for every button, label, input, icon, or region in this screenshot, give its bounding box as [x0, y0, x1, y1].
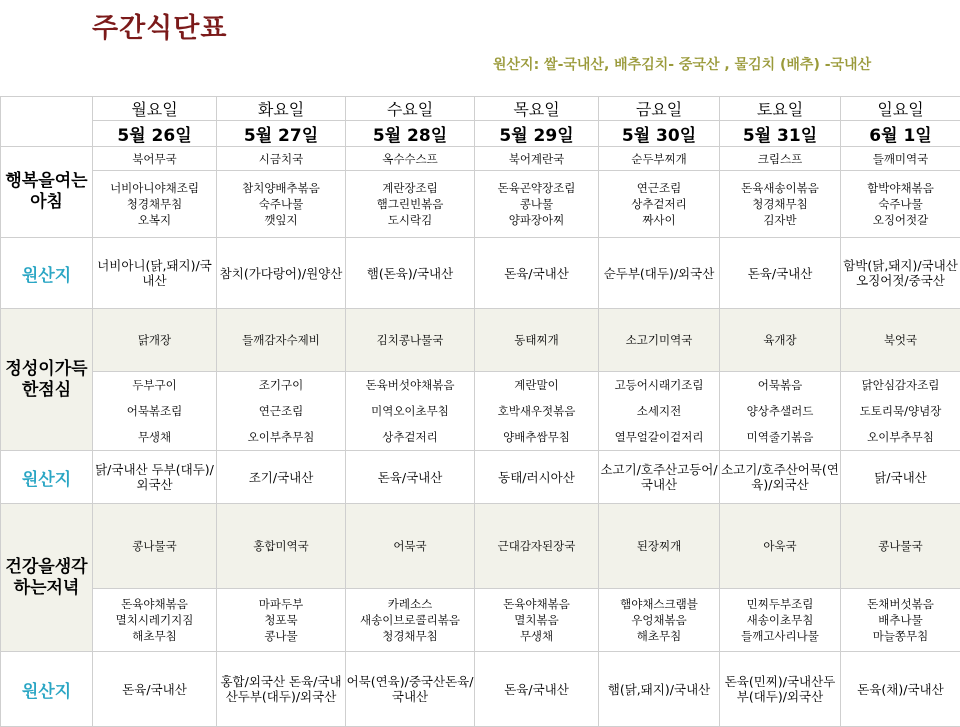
- origin-cell: 소고기/호주산고등어/국내산: [599, 451, 720, 504]
- day-header: 목요일: [475, 97, 599, 121]
- side-dish: 상추겉저리: [599, 196, 719, 212]
- soup-cell: 크림스프: [720, 147, 841, 171]
- date-header: 6월 1일: [841, 121, 960, 147]
- side-dish: 상추겉저리: [346, 424, 474, 450]
- side-dish: 소세지전: [599, 398, 719, 424]
- origin-row: [1, 652, 960, 727]
- origin-row: [1, 238, 960, 309]
- weekly-menu-table: [0, 96, 960, 727]
- side-dish: 청경채무침: [720, 196, 840, 212]
- sides-cell: [720, 589, 841, 652]
- date-header: 5월 26일: [93, 121, 217, 147]
- side-dish: 돈채버섯볶음: [841, 596, 960, 612]
- soup-cell: 콩나물국: [841, 504, 960, 589]
- soup-cell: 어묵국: [346, 504, 475, 589]
- origin-label: 원산지: [1, 238, 93, 309]
- meal-label: 정성이가득한점심: [1, 309, 93, 451]
- origin-cell: 돈육(채)/국내산: [841, 652, 960, 727]
- side-dish: 우엉채볶음: [599, 612, 719, 628]
- sides-cell: [475, 171, 599, 238]
- origin-cell: 돈육/국내산: [720, 238, 841, 309]
- sides-cell: [599, 171, 720, 238]
- date-header: 5월 31일: [720, 121, 841, 147]
- date-header-row: [1, 121, 960, 147]
- soup-cell: 근대감자된장국: [475, 504, 599, 589]
- origin-row: [1, 451, 960, 504]
- side-dish: 어묵볶조림: [93, 398, 216, 424]
- date-header: 5월 27일: [217, 121, 346, 147]
- origin-cell: 닭/국내산 두부(대두)/외국산: [93, 451, 217, 504]
- side-dish: 멸치볶음: [475, 612, 598, 628]
- meal-label: 건강을생각하는저녁: [1, 504, 93, 652]
- side-dish: 새송이초무침: [720, 612, 840, 628]
- side-dish: 무생채: [93, 424, 216, 450]
- sides-cell: [841, 372, 960, 451]
- side-dish: 김자반: [720, 212, 840, 228]
- day-header: 수요일: [346, 97, 475, 121]
- side-dish: 카레소스: [346, 596, 474, 612]
- soup-cell: 닭개장: [93, 309, 217, 372]
- side-dish: 어묵볶음: [720, 372, 840, 398]
- soup-cell: 들깨감자수제비: [217, 309, 346, 372]
- corner-cell: [1, 97, 93, 147]
- sides-cell: [217, 171, 346, 238]
- day-header-row: [1, 97, 960, 121]
- origin-cell: 조기/국내산: [217, 451, 346, 504]
- day-header: 월요일: [93, 97, 217, 121]
- origin-cell: 햄(닭,돼지)/국내산: [599, 652, 720, 727]
- sides-cell: [720, 171, 841, 238]
- soup-cell: 육개장: [720, 309, 841, 372]
- sides-cell: [93, 372, 217, 451]
- side-dish: 양상추샐러드: [720, 398, 840, 424]
- day-header: 토요일: [720, 97, 841, 121]
- origin-cell: 너비아니(닭,돼지)/국내산: [93, 238, 217, 309]
- side-dish: 무생채: [475, 628, 598, 644]
- side-dish: 연근조림: [217, 398, 345, 424]
- side-dish: 청포묵: [217, 612, 345, 628]
- side-dish: 미역오이초무침: [346, 398, 474, 424]
- side-dish: 청경채무침: [346, 628, 474, 644]
- side-dish: 조기구이: [217, 372, 345, 398]
- side-dish: 두부구이: [93, 372, 216, 398]
- origin-cell: 소고기/호주산어묵(연육)/외국산: [720, 451, 841, 504]
- soup-cell: 동태찌개: [475, 309, 599, 372]
- soup-cell: 홍합미역국: [217, 504, 346, 589]
- sides-row: [1, 171, 960, 238]
- side-dish: 호박새우젓볶음: [475, 398, 598, 424]
- side-dish: 숙주나물: [841, 196, 960, 212]
- side-dish: 해초무침: [93, 628, 216, 644]
- side-dish: 미역줄기볶음: [720, 424, 840, 450]
- side-dish: 열무얼갈이겉저리: [599, 424, 719, 450]
- side-dish: 민찌두부조림: [720, 596, 840, 612]
- side-dish: 연근조림: [599, 180, 719, 196]
- origin-cell: 홍합/외국산 돈육/국내산두부(대두)/외국산: [217, 652, 346, 727]
- origin-note: 원산지: 쌀-국내산, 배추김치- 중국산 , 물김치 (배추) -국내산: [493, 54, 871, 74]
- soup-cell: 소고기미역국: [599, 309, 720, 372]
- soup-row: [1, 147, 960, 171]
- side-dish: 닭안심감자조림: [841, 372, 960, 398]
- sides-cell: [346, 372, 475, 451]
- sides-cell: [841, 171, 960, 238]
- side-dish: 짜사이: [599, 212, 719, 228]
- sides-row: [1, 372, 960, 451]
- side-dish: 너비아니야채조림: [93, 180, 216, 196]
- soup-row: [1, 309, 960, 372]
- sides-cell: [93, 589, 217, 652]
- side-dish: 멸치시레기지짐: [93, 612, 216, 628]
- origin-cell: 함박(닭,돼지)/국내산오징어젓/중국산: [841, 238, 960, 309]
- soup-cell: 들깨미역국: [841, 147, 960, 171]
- soup-cell: 시금치국: [217, 147, 346, 171]
- side-dish: 배추나물: [841, 612, 960, 628]
- day-header: 금요일: [599, 97, 720, 121]
- soup-cell: 북어무국: [93, 147, 217, 171]
- side-dish: 콩나물: [217, 628, 345, 644]
- origin-label: 원산지: [1, 451, 93, 504]
- side-dish: 돈육새송이볶음: [720, 180, 840, 196]
- sides-cell: [217, 372, 346, 451]
- side-dish: 도토리묵/양념장: [841, 398, 960, 424]
- sides-cell: [599, 589, 720, 652]
- side-dish: 콩나물: [475, 196, 598, 212]
- origin-cell: 돈육/국내산: [93, 652, 217, 727]
- side-dish: 마파두부: [217, 596, 345, 612]
- soup-cell: 된장찌개: [599, 504, 720, 589]
- origin-cell: 순두부(대두)/외국산: [599, 238, 720, 309]
- side-dish: 숙주나물: [217, 196, 345, 212]
- sides-cell: [346, 589, 475, 652]
- side-dish: 양파장아찌: [475, 212, 598, 228]
- sides-row: [1, 589, 960, 652]
- side-dish: 햄야채스크램블: [599, 596, 719, 612]
- side-dish: 돈육버섯야채볶음: [346, 372, 474, 398]
- origin-cell: 돈육/국내산: [475, 238, 599, 309]
- side-dish: 돈육야채볶음: [475, 596, 598, 612]
- date-header: 5월 28일: [346, 121, 475, 147]
- soup-cell: 콩나물국: [93, 504, 217, 589]
- side-dish: 청경채무침: [93, 196, 216, 212]
- sides-cell: [720, 372, 841, 451]
- side-dish: 도시락김: [346, 212, 474, 228]
- origin-cell: 참치(가다랑어)/원양산: [217, 238, 346, 309]
- side-dish: 함박야채볶음: [841, 180, 960, 196]
- side-dish: 오이부추무침: [217, 424, 345, 450]
- side-dish: 들깨고사리나물: [720, 628, 840, 644]
- origin-cell: 동태/러시아산: [475, 451, 599, 504]
- side-dish: 햄그린빈볶음: [346, 196, 474, 212]
- sides-cell: [475, 372, 599, 451]
- sides-cell: [93, 171, 217, 238]
- side-dish: 참치양배추볶음: [217, 180, 345, 196]
- sides-cell: [346, 171, 475, 238]
- side-dish: 마늘쫑무침: [841, 628, 960, 644]
- soup-cell: 순두부찌개: [599, 147, 720, 171]
- origin-cell: 돈육(민찌)/국내산두부(대두)/외국산: [720, 652, 841, 727]
- origin-cell: 햄(돈육)/국내산: [346, 238, 475, 309]
- side-dish: 오이부추무침: [841, 424, 960, 450]
- sides-cell: [599, 372, 720, 451]
- side-dish: 새송이브로콜리볶음: [346, 612, 474, 628]
- sides-cell: [475, 589, 599, 652]
- day-header: 일요일: [841, 97, 960, 121]
- side-dish: 계란장조림: [346, 180, 474, 196]
- sides-cell: [217, 589, 346, 652]
- soup-cell: 김치콩나물국: [346, 309, 475, 372]
- side-dish: 돈육곤약장조림: [475, 180, 598, 196]
- date-header: 5월 29일: [475, 121, 599, 147]
- side-dish: 돈육야채볶음: [93, 596, 216, 612]
- origin-cell: 어묵(연육)/중국산돈육/국내산: [346, 652, 475, 727]
- meal-label: 행복을여는아침: [1, 147, 93, 238]
- origin-label: 원산지: [1, 652, 93, 727]
- soup-cell: 아욱국: [720, 504, 841, 589]
- origin-cell: 닭/국내산: [841, 451, 960, 504]
- date-header: 5월 30일: [599, 121, 720, 147]
- sides-cell: [841, 589, 960, 652]
- side-dish: 고등어시래기조림: [599, 372, 719, 398]
- origin-cell: 돈육/국내산: [346, 451, 475, 504]
- side-dish: 깻잎지: [217, 212, 345, 228]
- side-dish: 계란말이: [475, 372, 598, 398]
- soup-cell: 북엇국: [841, 309, 960, 372]
- origin-cell: 돈육/국내산: [475, 652, 599, 727]
- soup-row: [1, 504, 960, 589]
- day-header: 화요일: [217, 97, 346, 121]
- side-dish: 양배추쌈무침: [475, 424, 598, 450]
- soup-cell: 북어계란국: [475, 147, 599, 171]
- soup-cell: 옥수수스프: [346, 147, 475, 171]
- side-dish: 오복지: [93, 212, 216, 228]
- side-dish: 오징어젓갈: [841, 212, 960, 228]
- page-title: 주간식단표: [92, 6, 227, 45]
- side-dish: 해초무침: [599, 628, 719, 644]
